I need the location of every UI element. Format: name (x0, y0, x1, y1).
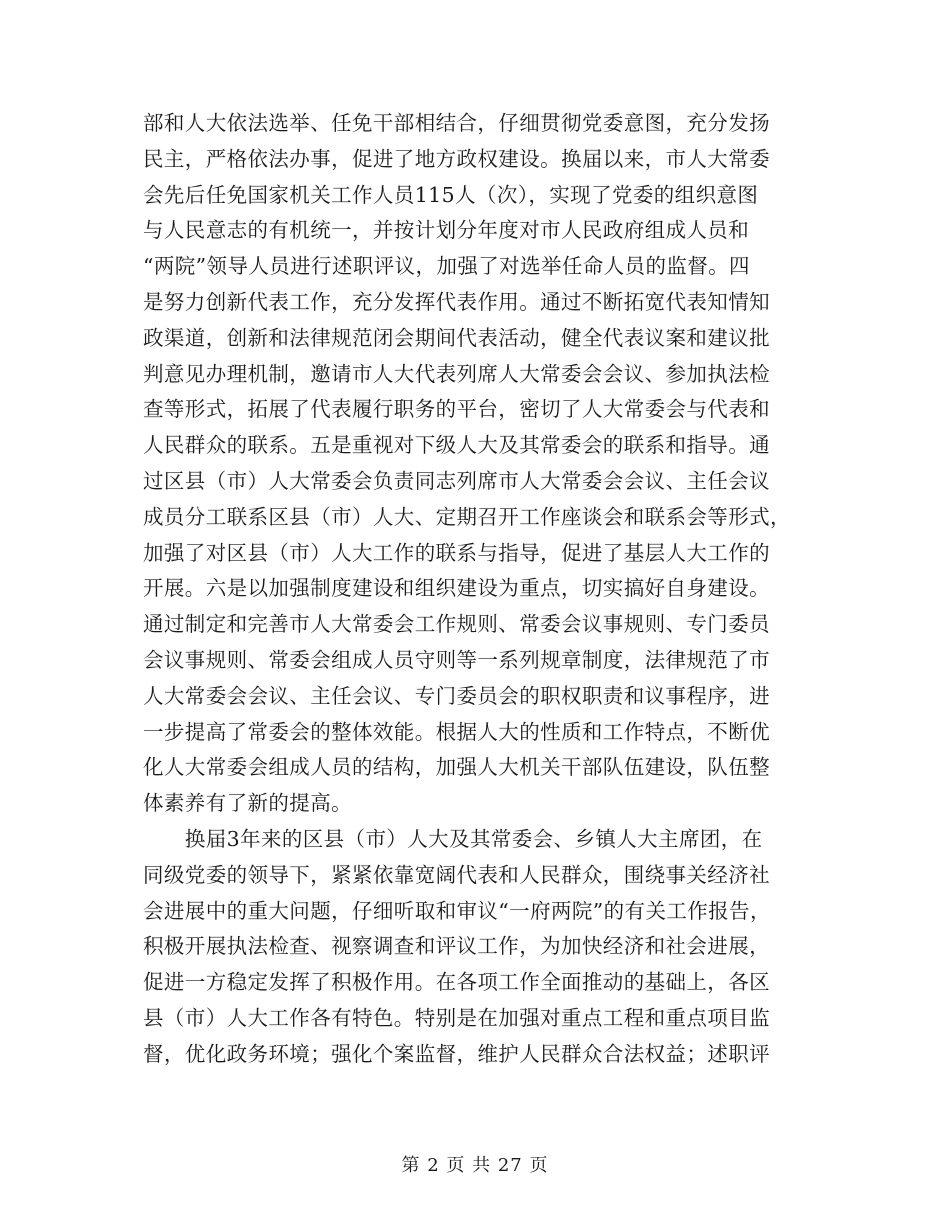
text-line: 民主，严格依法办事，促进了地方政权建设。换届以来，市人大常委 (143, 146, 770, 171)
text-line: 会进展中的重大问题，仔细听取和审议“一府两院”的有关工作报告， (143, 898, 771, 923)
text-line: 会先后任免国家机关工作人员115人（次），实现了党委的组织意图 (143, 182, 759, 207)
text-line: 人民群众的联系。五是重视对下级人大及其常委会的联系和指导。通 (143, 433, 770, 458)
text-line: 换届3年来的区县（市）人大及其常委会、乡镇人大主席团，在 (143, 826, 763, 851)
text-line: 督，优化政务环境；强化个案监督，维护人民群众合法权益；述职评 (143, 1041, 770, 1066)
body-text (143, 106, 813, 1073)
text-line: 政渠道，创新和法律规范闭会期间代表活动，健全代表议案和建议批 (143, 325, 770, 350)
text-line: 加强了对区县（市）人大工作的联系与指导，促进了基层人大工作的 (143, 540, 770, 565)
text-line: 判意见办理机制，邀请市人大代表列席人大常委会会议、参加执法检 (143, 361, 770, 386)
text-line: 查等形式，拓展了代表履行职务的平台，密切了人大常委会与代表和 (143, 397, 770, 422)
text-line: 与人民意志的有机统一，并按计划分年度对市人民政府组成人员和 (143, 218, 750, 243)
text-line: 部和人大依法选举、任免干部相结合，仔细贯彻党委意图，充分发扬 (143, 111, 770, 135)
text-line: 人大常委会会议、主任会议、专门委员会的职权职责和议事程序，进 (143, 683, 770, 708)
text-line: 会议事规则、常委会组成人员守则等一系列规章制度，法律规范了市 (143, 647, 770, 672)
text-line: 通过制定和完善市人大常委会工作规则、常委会议事规则、专门委员 (143, 612, 770, 637)
text-line: 开展。六是以加强制度建设和组织建设为重点，切实搞好自身建设。 (143, 576, 770, 601)
text-line: 化人大常委会组成人员的结构，加强人大机关干部队伍建设，队伍整 (143, 755, 770, 780)
text-line: 积极开展执法检查、视察调查和评议工作，为加快经济和社会进展， (143, 934, 770, 959)
text-line: “两院”领导人员进行述职评议，加强了对选举任命人员的监督。四 (143, 254, 750, 279)
page-number-footer: 第 2 页 共 27 页 (401, 1155, 549, 1176)
text-line: 是努力创新代表工作，充分发挥代表作用。通过不断拓宽代表知情知 (143, 289, 770, 314)
text-line: 促进一方稳定发挥了积极作用。在各项工作全面推动的基础上，各区 (143, 970, 770, 995)
text-line: 一步提高了常委会的整体效能。根据人大的性质和工作特点，不断优 (143, 719, 770, 744)
text-line: 体素养有了新的提高。 (143, 791, 352, 816)
text-line: 县（市）人大工作各有特色。特别是在加强对重点工程和重点项目监 (143, 1005, 770, 1030)
text-line: 成员分工联系区县（市）人大、定期召开工作座谈会和联系会等形式， (143, 504, 791, 529)
text-line: 过区县（市）人大常委会负责同志列席市人大常委会会议、主任会议 (143, 468, 770, 493)
text-line: 同级党委的领导下，紧紧依靠宽阔代表和人民群众，围绕事关经济社 (143, 862, 770, 887)
